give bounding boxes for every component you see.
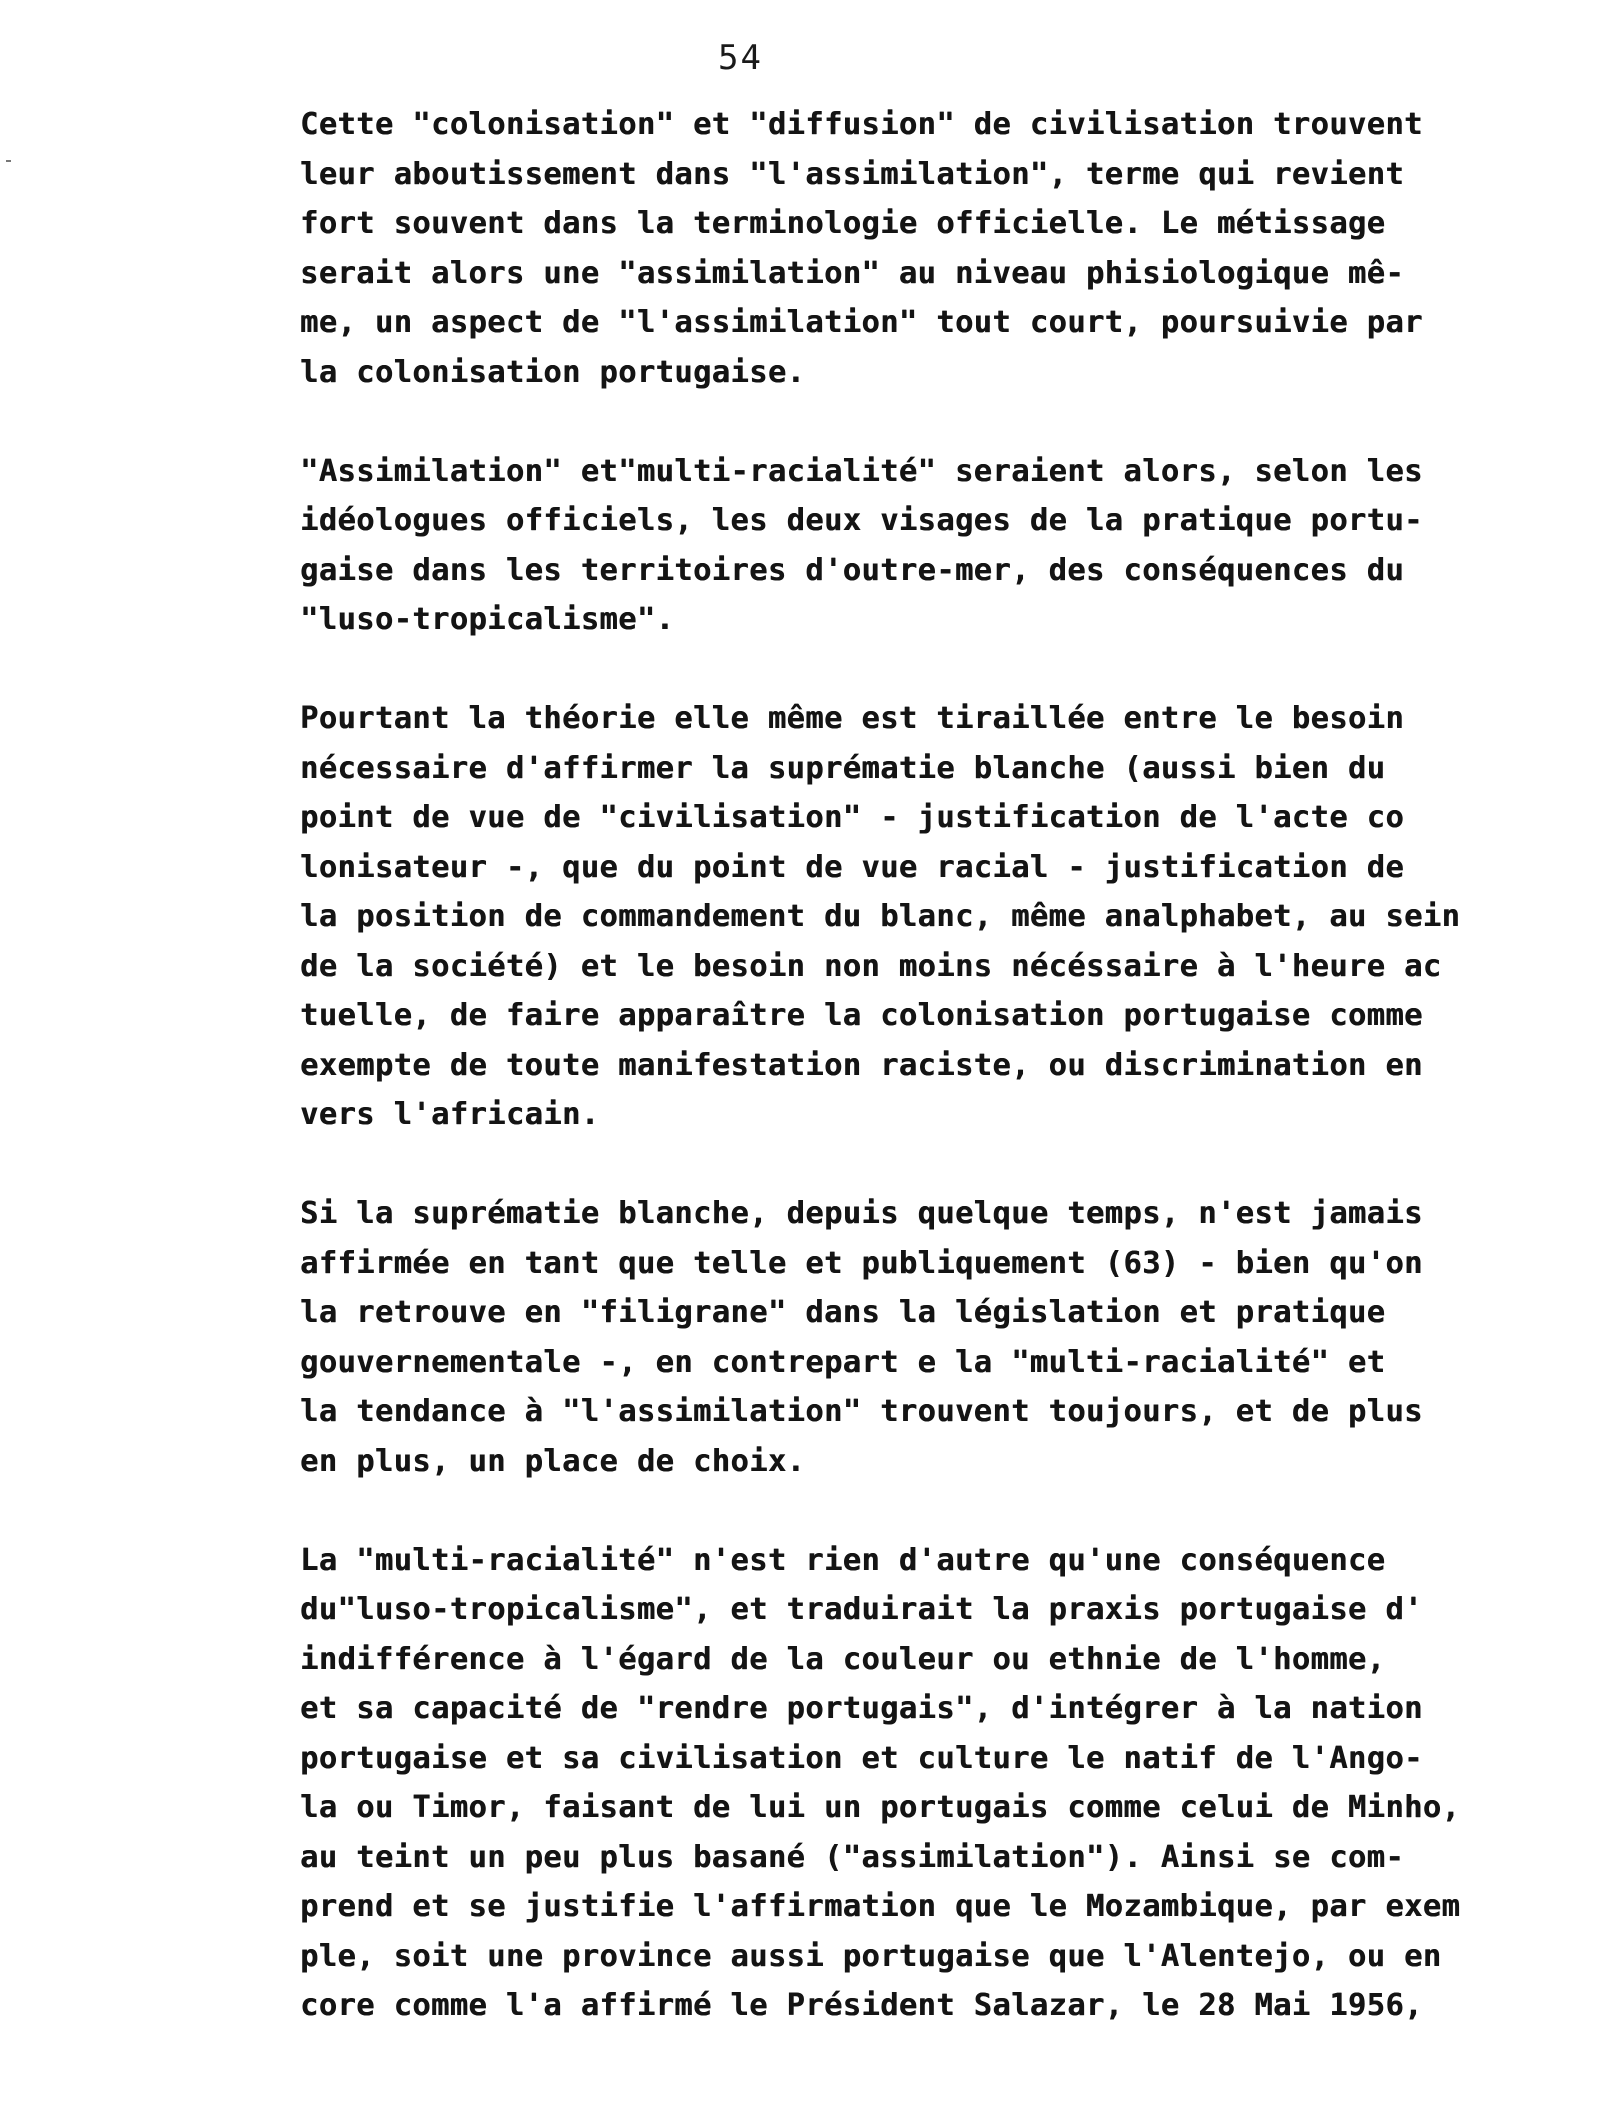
text-line: idéologues officiels, les deux visages de la pratique portu- (300, 503, 1423, 538)
page-number: 54 (718, 38, 763, 78)
text-line: et sa capacité de "rendre portugais", d'intégrer à la nation (300, 1691, 1423, 1726)
text-line: indifférence à l'égard de la couleur ou ethnie de l'homme, (300, 1641, 1386, 1677)
text-line: ple, soit une province aussi portugaise que l'Alentejo, ou en (300, 1938, 1442, 1974)
text-line: gaise dans les territoires d'outre-mer, des conséquences du (300, 552, 1405, 588)
text-line: du"luso-tropicalisme", et traduirait la praxis portugaise d' (300, 1592, 1423, 1627)
text-line: la ou Timor, faisant de lui un portugais comme celui de Minho, (300, 1790, 1461, 1825)
body-text (300, 100, 1590, 2031)
margin-mark (6, 160, 11, 162)
text-line: de la société) et le besoin non moins nécéssaire à l'heure ac (300, 948, 1442, 984)
text-line: affirmée en tant que telle et publiquement (63) - bien qu'on (300, 1245, 1423, 1281)
text-line: vers l'africain. (300, 1097, 600, 1132)
text-line: lonisateur -, que du point de vue racial - justification de (300, 849, 1405, 885)
text-line: "Assimilation" et"multi-racialité" seraient alors, selon les (300, 453, 1423, 489)
text-line: core comme l'a affirmé le Président Salazar, le 28 Mai 1956, (300, 1988, 1423, 2023)
text-line: serait alors une "assimilation" au niveau phisiologique mê- (300, 255, 1405, 291)
paragraph (300, 447, 1590, 645)
text-line: exempte de toute manifestation raciste, ou discrimination en (300, 1047, 1423, 1083)
text-line: me, un aspect de "l'assimilation" tout court, poursuivie par (300, 305, 1423, 340)
text-line: leur aboutissement dans "l'assimilation", terme qui revient (300, 156, 1405, 192)
text-line: fort souvent dans la terminologie officielle. Le métissage (300, 206, 1386, 241)
paragraph (300, 100, 1590, 397)
text-line: "luso-tropicalisme". (300, 602, 675, 637)
text-line: prend et se justifie l'affirmation que le Mozambique, par exem (300, 1889, 1461, 1924)
text-line: gouvernementale -, en contrepart e la "multi-racialité" et (300, 1344, 1386, 1380)
text-line: nécessaire d'affirmer la suprématie blanche (aussi bien du (300, 750, 1386, 786)
text-line: point de vue de "civilisation" - justification de l'acte co (300, 800, 1405, 835)
text-line: tuelle, de faire apparaître la colonisation portugaise comme (300, 998, 1423, 1033)
paragraph (300, 1189, 1590, 1486)
text-line: la position de commandement du blanc, même analphabet, au sein (300, 899, 1461, 934)
text-line: Cette "colonisation" et "diffusion" de civilisation trouvent (300, 107, 1423, 142)
text-line: la tendance à "l'assimilation" trouvent toujours, et de plus (300, 1394, 1423, 1429)
text-line: Si la suprématie blanche, depuis quelque temps, n'est jamais (300, 1196, 1423, 1231)
paragraph (300, 1536, 1590, 2031)
text-line: portugaise et sa civilisation et culture le natif de l'Ango- (300, 1740, 1423, 1776)
text-line: au teint un peu plus basané ("assimilation"). Ainsi se com- (300, 1839, 1405, 1875)
paragraph (300, 694, 1590, 1140)
text-line: La "multi-racialité" n'est rien d'autre qu'une conséquence (300, 1542, 1386, 1578)
text-line: Pourtant la théorie elle même est tiraillée entre le besoin (300, 701, 1405, 736)
text-line: la colonisation portugaise. (300, 354, 806, 390)
text-line: la retrouve en "filigrane" dans la législation et pratique (300, 1295, 1386, 1330)
text-line: en plus, un place de choix. (300, 1443, 806, 1479)
